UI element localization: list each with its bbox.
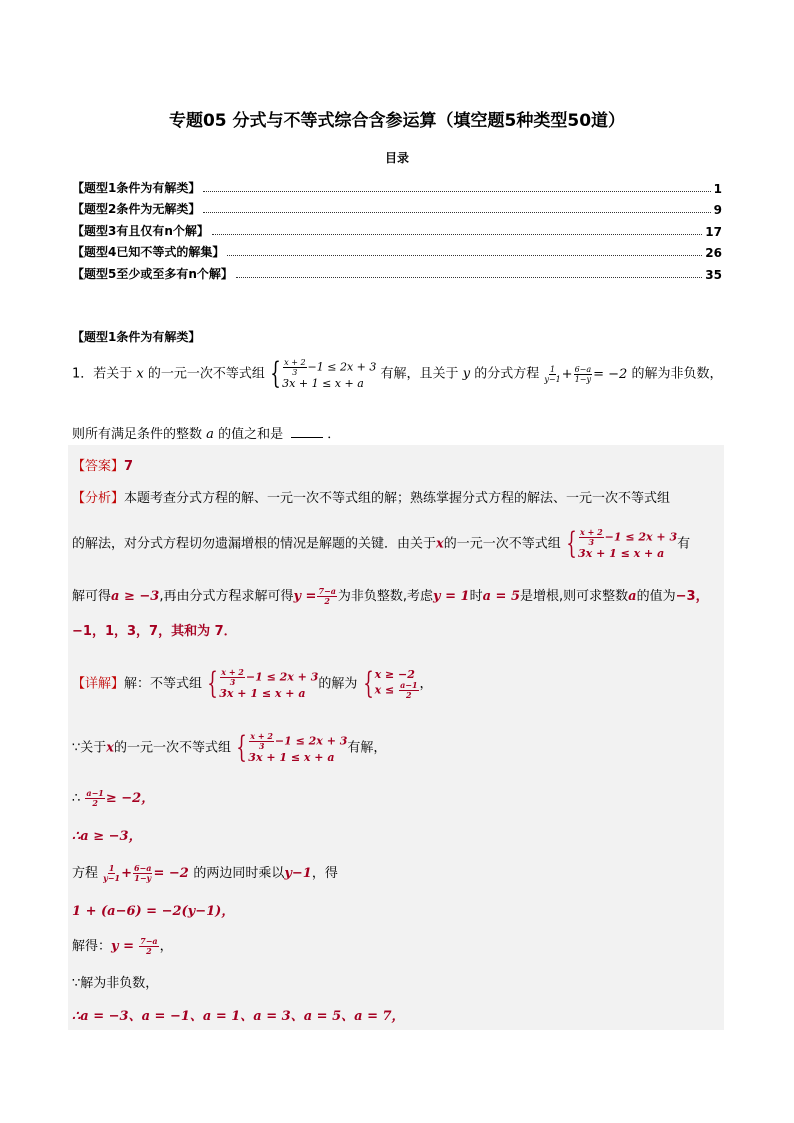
toc-leader-dots (203, 191, 710, 192)
analysis-text: 是增根,则可求整数 (520, 589, 629, 604)
toc-entry-page: 35 (705, 267, 722, 282)
var-y: y (462, 366, 471, 382)
toc-entry[interactable] (72, 196, 722, 218)
analysis-tag: 【分析】 (72, 491, 125, 506)
var-x: x (136, 366, 144, 382)
analysis-text: 时 (469, 589, 483, 604)
detail-line-5 (72, 862, 338, 883)
page-title: 专题05 分式与不等式综合含参运算（填空题5种类型50道） (168, 111, 626, 131)
section-heading: 【题型1条件为有解类】 (72, 330, 201, 344)
toc-entry-page: 1 (713, 181, 722, 196)
question-line-2 (72, 423, 340, 442)
detail-text: 的解为 (318, 676, 358, 692)
question-text: ． (327, 427, 341, 442)
analysis-text: 解可得 (72, 589, 112, 604)
question-text: 有解，且关于 (380, 366, 459, 382)
inequality-system: { $\frac{x + 2}{3}$ −1 ≤ 2x + 3 3x + 1 ≤ x + a (270, 356, 377, 391)
var-x: x (106, 740, 115, 756)
toc-leader-dots (236, 277, 702, 278)
fraction-equation: $\frac{1}{y-1}$ + $\frac{6-a}{1-y}$ = −2 (544, 364, 628, 384)
math-expr: y−1 (284, 866, 312, 881)
answer-line (72, 455, 133, 474)
analysis-line-2 (72, 528, 690, 560)
analysis-text: 的一元一次不等式组 (443, 536, 561, 552)
detail-text: 的一元一次不等式组 (114, 740, 232, 756)
toc-entry-label: 【题型3有且仅有n个解】 (72, 223, 209, 238)
toc-leader-dots (212, 234, 702, 235)
detail-text: 方程 (72, 866, 99, 881)
math-expr: ≥ −2， (105, 791, 155, 806)
detail-text: ∵关于 (72, 740, 107, 756)
question-text: 的解为非负数， (631, 366, 723, 382)
detail-text: 解：不等式组 (124, 676, 203, 692)
question-text: 的值之和是 (218, 427, 284, 442)
detail-line-4: ∴a ≥ −3， (72, 829, 142, 844)
table-of-contents (72, 174, 722, 282)
answer-blank[interactable] (291, 437, 323, 438)
toc-entry-page: 26 (705, 246, 722, 260)
math-expr: y = 1 (433, 589, 470, 604)
toc-leader-dots (227, 255, 702, 256)
detail-text: 有解， (347, 740, 387, 756)
detail-line-7: 解得：y = $\frac{7-a}{2}$ ， (72, 936, 173, 956)
math-expr: y = (293, 589, 317, 604)
math-expr: y = (111, 939, 134, 954)
toc-entry-label: 【题型5至少或至多有n个解】 (72, 266, 233, 281)
math-expr: a = 5 (482, 589, 521, 604)
var-a: a (206, 427, 214, 442)
analysis-line-4: −1，1，3，7，其和为 7． (72, 624, 237, 639)
answer-value: 7 (124, 459, 134, 474)
inequality-system: { $\frac{x + 2}{3}$ −1 ≤ 2x + 3 3x + 1 ≤ x + a (566, 526, 678, 561)
question-text: 的一元一次不等式组 (147, 366, 265, 382)
question-text: 1．若关于 (72, 366, 133, 382)
toc-entry-page: 9 (713, 203, 722, 217)
toc-entry[interactable] (72, 260, 722, 282)
var-a: a (628, 589, 637, 604)
question-text: 的分式方程 (474, 366, 540, 382)
toc-heading: 目录 (384, 151, 409, 165)
solution-system: { x ≥ −2 x ≤ $\frac{a-1}{2}$ (362, 666, 418, 701)
toc-entry[interactable] (72, 217, 722, 239)
toc-entry-label: 【题型4已知不等式的解集】 (72, 245, 225, 259)
fraction-equation: $\frac{1}{y-1}$ + $\frac{6-a}{1-y}$ = −2 (103, 863, 189, 883)
inequality-system: { $\frac{x + 2}{3}$ −1 ≤ 2x + 3 3x + 1 ≤ x + a (207, 666, 319, 701)
detail-text: 的两边同时乘以 (193, 866, 285, 881)
toc-entry[interactable] (72, 239, 722, 261)
detail-line-6: 1 + (a−6) = −2(y−1)， (72, 904, 235, 919)
detail-text: ， (159, 939, 173, 954)
analysis-text: 的值为 (636, 589, 676, 604)
detail-line-3: ∴ $\frac{a-1}{2}$ ≥ −2， (72, 788, 155, 808)
analysis-line-1 (72, 487, 670, 506)
detail-line-1 (72, 668, 433, 700)
toc-entry-label: 【题型2条件为无解类】 (72, 202, 201, 216)
question-line-1 (72, 358, 722, 390)
toc-leader-dots (203, 212, 710, 213)
detail-text: 解得： (72, 939, 112, 954)
math-expr: −3， (675, 589, 709, 604)
detail-text: ∴ (72, 791, 81, 806)
var-x: x (436, 536, 444, 552)
answer-tag: 【答案】 (72, 459, 125, 474)
analysis-text: 为非负整数,考虑 (337, 589, 434, 604)
toc-entry-label: 【题型1条件为有解类】 (72, 180, 201, 195)
question-text: 则所有满足条件的整数 (72, 427, 203, 442)
detail-line-8: ∵解为非负数， (72, 976, 159, 991)
math-expr: a ≥ −3 (111, 589, 160, 604)
analysis-text: 本题考查分式方程的解、一元一次不等式组的解；熟练掌握分式方程的解法、一元一次不等式组 (124, 491, 671, 506)
analysis-text: 有 (677, 536, 691, 552)
detail-text: ，得 (311, 866, 338, 881)
detail-line-2 (72, 732, 386, 764)
toc-entry[interactable] (72, 174, 722, 196)
toc-entry-page: 17 (705, 224, 722, 239)
analysis-text: ,再由分式方程求解可得 (159, 589, 294, 604)
detail-text: ， (419, 676, 433, 692)
detail-line-9: ∴a = −3、a = −1、a = 1、a = 3、a = 5、a = 7， (72, 1009, 405, 1024)
inequality-system: { $\frac{x + 2}{3}$ −1 ≤ 2x + 3 3x + 1 ≤ x + a (236, 730, 348, 765)
analysis-line-3: 解可得a ≥ −3,再由分式方程求解可得y = $\frac{7-a}{2}$ 为非负整数,考虑y = 1时a = 5是增根,则可求整数a的值为−3， (72, 586, 709, 606)
analysis-text: 的解法，对分式方程切勿遗漏增根的情况是解题的关键．由关于 (72, 536, 437, 552)
detail-tag: 【详解】 (72, 676, 125, 692)
